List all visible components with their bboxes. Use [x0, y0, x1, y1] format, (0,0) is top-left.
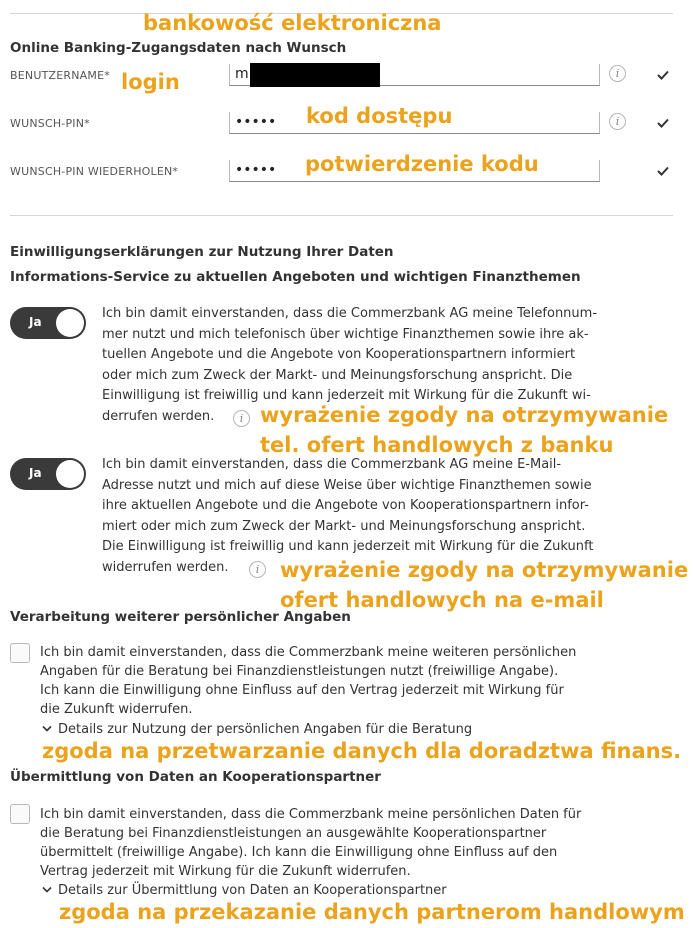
email-consent-toggle[interactable]: [10, 458, 86, 490]
username-check-icon: [656, 68, 670, 82]
phone-line: tuellen Angebote und die Angebote von Kooperationspartnern informiert: [102, 347, 576, 363]
pin-info-icon[interactable]: i: [609, 113, 626, 130]
username-label: BENUTZERNAME*: [10, 69, 110, 82]
transfer-line: Vertrag jederzeit mit Wirkung für die Zukunft widerrufen.: [40, 864, 411, 879]
processing-line: Ich bin damit einverstanden, dass die Commerzbank meine weiteren persönlichen: [40, 645, 577, 660]
transfer-checkbox[interactable]: [10, 804, 30, 824]
phone-line: oder mich zum Zweck der Markt- und Meinungsforschung anspricht. Die: [102, 367, 573, 383]
email-toggle-knob: [56, 460, 84, 488]
email-info-icon[interactable]: i: [249, 561, 266, 578]
transfer-heading: Übermittlung von Daten an Kooperationspartner: [10, 769, 381, 785]
username-info-icon[interactable]: i: [609, 65, 626, 82]
processing-heading: Verarbeitung weiterer persönlicher Angaben: [10, 609, 351, 625]
pin-check-icon: [656, 116, 670, 130]
annotation-email-line1: wyrażenie zgody na otrzymywanie: [280, 558, 689, 582]
phone-line: Einwilligung ist freiwillig und kann jederzeit mit Wirkung für die Zukunft wi-: [102, 388, 591, 404]
transfer-line: die Beratung bei Finanzdienstleistungen an ausgewählte Kooperationspartner: [40, 826, 547, 841]
transfer-text: [40, 805, 581, 881]
pin-value: •••••: [235, 114, 277, 130]
annotation-phone-line2: tel. ofert handlowych z banku: [260, 433, 614, 457]
phone-consent-toggle[interactable]: [10, 307, 86, 339]
consent-heading: Einwilligungserklärungen zur Nutzung Ihrer Daten: [10, 244, 394, 260]
transfer-line: übermittelt (freiwillige Angabe). Ich kann die Einwilligung ohne Einfluss auf den: [40, 845, 558, 860]
transfer-line: Ich bin damit einverstanden, dass die Commerzbank meine persönlichen Daten für: [40, 807, 582, 822]
consent-subheading: Informations-Service zu aktuellen Angeboten und wichtigen Finanzthemen: [10, 269, 581, 285]
pin-repeat-value: •••••: [235, 162, 277, 178]
phone-toggle-label: Ja: [29, 315, 42, 329]
pin-repeat-label: WUNSCH-PIN WIEDERHOLEN*: [10, 165, 179, 178]
pin-label: WUNSCH-PIN*: [10, 117, 90, 130]
annotation-advice: zgoda na przetwarzanie danych dla doradztwa finans.: [42, 739, 682, 763]
annotation-partners: zgoda na przekazanie danych partnerom handlowym: [59, 900, 685, 924]
annotation-title: bankowość elektroniczna: [143, 11, 442, 35]
processing-line: die Zukunft widerrufen.: [40, 702, 193, 717]
annotation-email-line2: ofert handlowych na e-mail: [280, 588, 604, 612]
email-toggle-label: Ja: [29, 466, 42, 480]
chevron-down-icon: [42, 884, 52, 897]
redaction-box: [250, 63, 380, 87]
processing-line: Angaben für die Beratung bei Finanzdienstleistungen nutzt (freiwillige Angabe).: [40, 664, 559, 679]
email-line: Adresse nutzt und mich auf diese Weise über wichtige Finanzthemen sowie: [102, 477, 592, 493]
processing-checkbox[interactable]: [10, 643, 30, 663]
processing-details-link[interactable]: [42, 722, 472, 737]
annotation-pin-repeat: potwierdzenie kodu: [305, 152, 539, 176]
email-line: widerrufen werden.: [102, 559, 229, 575]
phone-line: Ich bin damit einverstanden, dass die Commerzbank AG meine Telefonnum-: [102, 306, 598, 321]
email-line: miert oder mich zum Zweck der Markt- und Meinungsforschung anspricht.: [102, 518, 586, 534]
username-value: m: [235, 66, 249, 82]
phone-line: derrufen werden.: [102, 408, 215, 424]
processing-text: [40, 643, 576, 719]
processing-details-label: Details zur Nutzung der persönlichen Angaben für die Beratung: [58, 722, 473, 737]
processing-line: Ich kann die Einwilligung ohne Einfluss auf den Vertrag jederzeit mit Wirkung für: [40, 683, 564, 698]
pin-input[interactable]: [229, 112, 600, 134]
annotation-login: login: [121, 70, 180, 94]
annotation-phone-line1: wyrażenie zgody na otrzymywanie: [260, 403, 669, 427]
email-line: ihre aktuellen Angebote und die Angebote von Kooperationspartnern infor-: [102, 498, 589, 514]
email-line: Die Einwilligung ist freiwillig und kann jederzeit mit Wirkung für die Zukunft: [102, 539, 594, 555]
transfer-details-link[interactable]: [42, 883, 447, 898]
annotation-pin: kod dostępu: [306, 104, 453, 128]
phone-toggle-knob: [56, 309, 84, 337]
pin-repeat-check-icon: [656, 164, 670, 178]
email-line: Ich bin damit einverstanden, dass die Commerzbank AG meine E-Mail-: [102, 457, 562, 472]
transfer-details-label: Details zur Übermittlung von Daten an Kooperationspartner: [58, 883, 447, 898]
phone-line: mer nutzt und mich telefonisch über wichtige Finanzthemen sowie ihre ak-: [102, 326, 589, 342]
phone-info-icon[interactable]: i: [233, 410, 250, 427]
chevron-down-icon: [42, 723, 52, 736]
section-divider: [10, 215, 673, 216]
access-heading: Online Banking-Zugangsdaten nach Wunsch: [10, 40, 347, 56]
pin-repeat-input[interactable]: [229, 160, 600, 182]
